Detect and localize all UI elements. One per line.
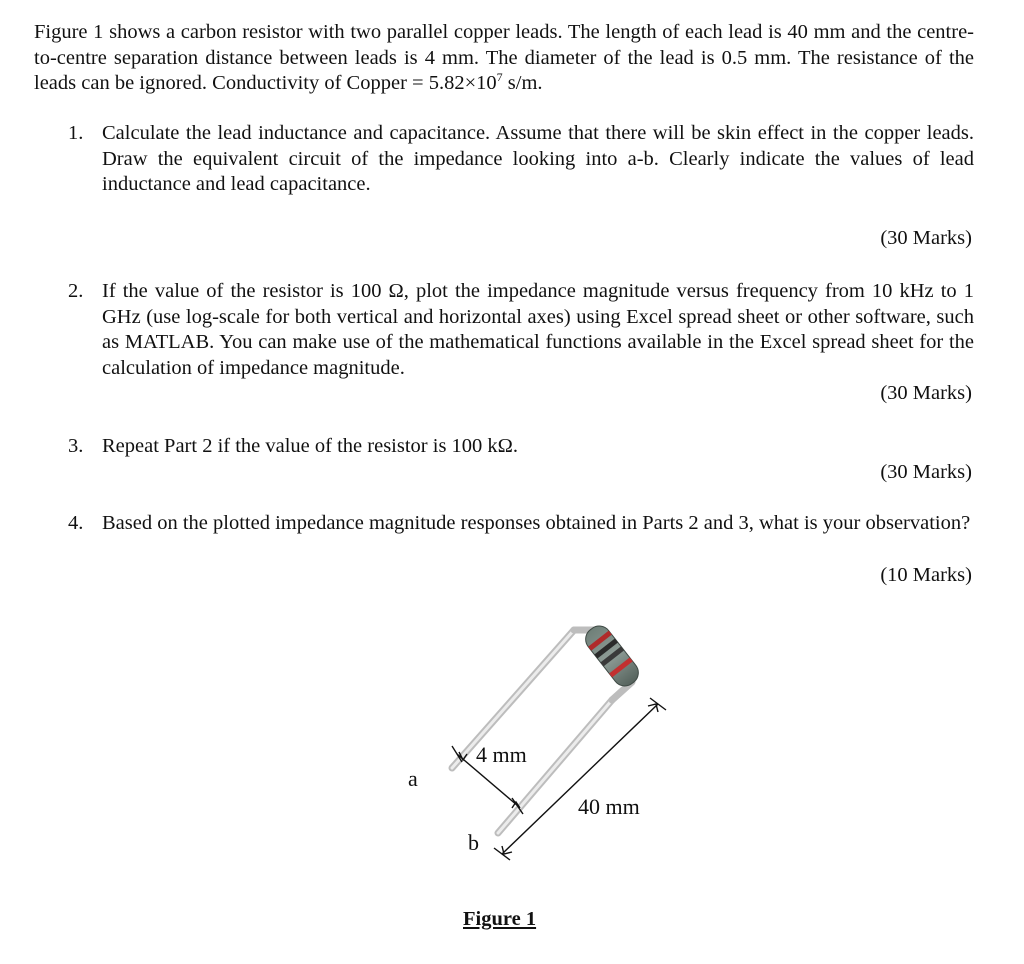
question-number: 4. [68, 512, 84, 534]
intro-text: Figure 1 shows a carbon resistor with two parallel copper leads. The length of each lead is 40 mm and the centre-to-centre separation distance between leads is 4 mm. The diameter of the lead is 0.5 mm. The resistance of the leads can be ignored. Conductivity of Copper = 5.82×10 [34, 21, 974, 94]
length-dimension [494, 698, 666, 860]
question-4-marks: (10 Marks) [880, 564, 972, 586]
separation-label: 4 mm [476, 742, 527, 767]
question-text: Calculate the lead inductance and capacitance. Assume that there will be skin effect in the copper leads. Draw the equivalent circuit of the impedance looking into a-b. Clearly indicate the values of lead inductance and lead capacitance. [102, 122, 974, 195]
terminal-b-label: b [468, 830, 479, 855]
question-number: 2. [68, 280, 84, 302]
question-text: Based on the plotted impedance magnitude responses obtained in Parts 2 and 3, what is your observation? [102, 512, 971, 534]
question-number: 1. [68, 122, 84, 144]
question-2-marks: (30 Marks) [880, 382, 972, 404]
question-text: Repeat Part 2 if the value of the resistor is 100 kΩ. [102, 435, 519, 457]
intro-text-end: s/m. [502, 72, 543, 94]
question-text: If the value of the resistor is 100 Ω, plot the impedance magnitude versus frequency from 10 kHz to 1 GHz (use log-scale for both vertical and horizontal axes) using Excel spread sheet or other software, such as MATLAB. You can make use of the mathematical functions available in the Excel spread sheet for the calculation of impedance magnitude. [102, 280, 974, 379]
question-1-marks: (30 Marks) [880, 227, 972, 249]
question-number: 3. [68, 435, 84, 457]
intro-exponent: 7 [496, 70, 503, 84]
figure-caption: Figure 1 [463, 908, 537, 930]
terminal-a-label: a [408, 766, 418, 791]
length-label: 40 mm [578, 794, 640, 819]
resistor-body [581, 621, 643, 691]
question-3-marks: (30 Marks) [880, 461, 972, 483]
